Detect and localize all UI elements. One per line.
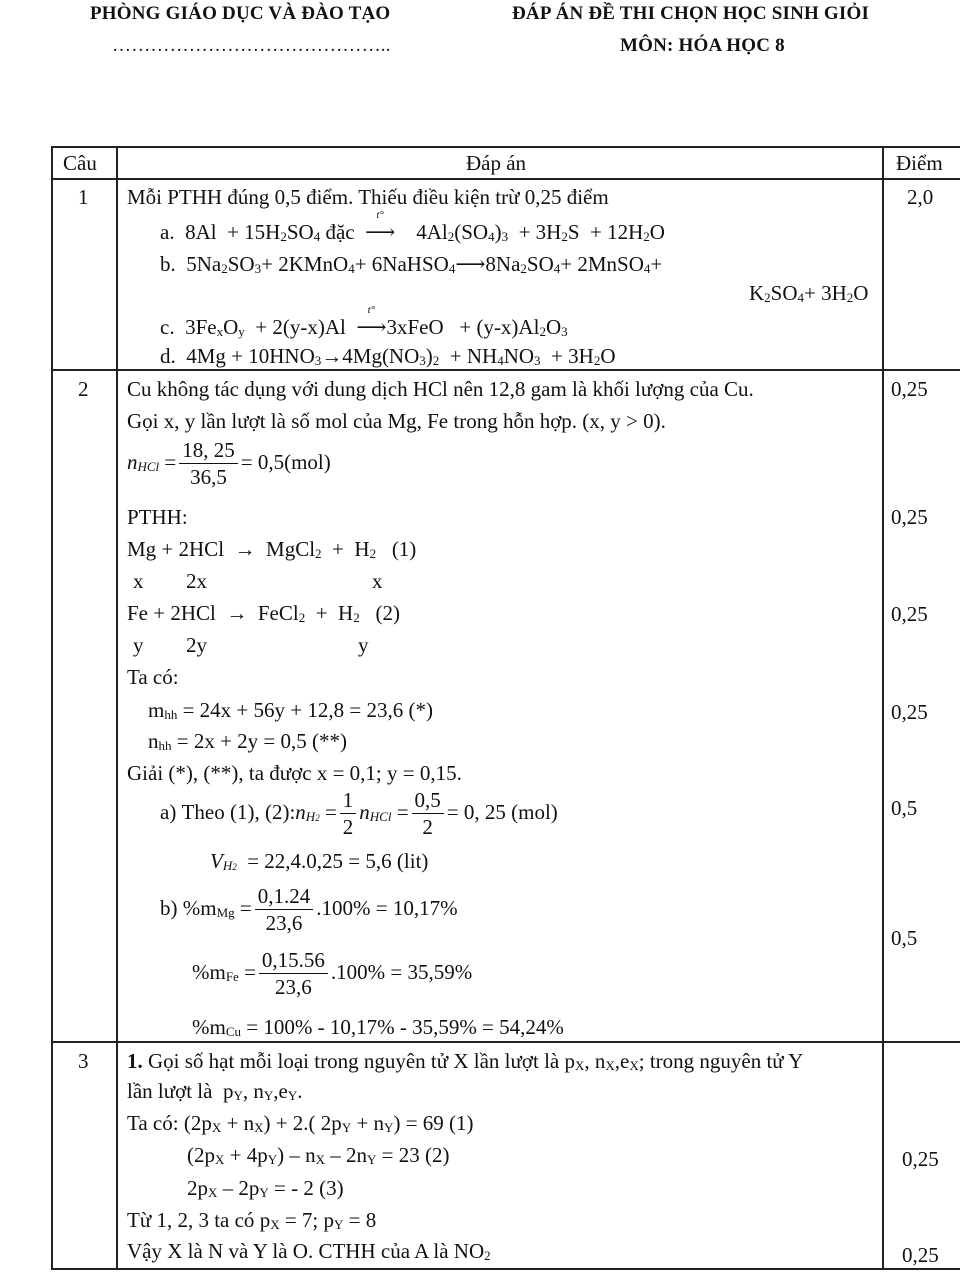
q1-eq-b: b. 5Na2SO3+ 2KMnO4+ 6NaHSO4⟶8Na2SO4+ 2MnSO4+ <box>160 252 663 276</box>
reaction-arrow-icon: t° ⟶ <box>365 209 396 244</box>
q2-fe-den: 23,6 <box>275 975 312 999</box>
q3-score-1: 0,25 <box>902 1147 939 1171</box>
q3-part-number: 1. <box>127 1049 143 1073</box>
q1-c-label: c. <box>160 315 175 339</box>
q3-score-2: 0,25 <box>902 1243 939 1267</box>
q2-ta-co: Ta có: <box>127 665 179 689</box>
q3-result: Từ 1, 2, 3 ta có pX = 7; pY = 8 <box>127 1208 377 1232</box>
q2-mol-y: y <box>133 633 144 657</box>
q2-mol-x: x <box>133 569 144 593</box>
q2-reaction-2: Fe + 2HCl → FeCl2 + H2 (2) <box>127 601 400 625</box>
exam-subject: MÔN: HÓA HỌC 8 <box>620 35 785 56</box>
q2-score-4: 0,25 <box>891 700 928 724</box>
temperature-label: t° <box>367 304 376 316</box>
table-border-left <box>51 146 53 1269</box>
q2-solve: Giải (*), (**), ta được x = 0,1; y = 0,15. <box>127 761 462 785</box>
q3-from-text: Từ 1, 2, 3 ta có <box>127 1208 255 1232</box>
q3-ta-co: Ta có: <box>127 1111 179 1135</box>
table-border-top <box>51 146 960 148</box>
q2-mg-num: 0,1.24 <box>255 886 314 910</box>
q2-a-text: Theo (1), (2): <box>181 799 296 824</box>
q3-line2: lần lượt là pY, nY,eY. <box>127 1079 303 1103</box>
q2-mg-result: .100% = 10,17% <box>316 895 458 920</box>
q1-eq-a: a. 8Al + 15H2SO4 đặc t° ⟶ 4Al2(SO4)3 + 3H2S + 12H2O <box>160 209 665 244</box>
header-score: Điểm <box>896 151 943 175</box>
q2-a-half-num: 1 <box>340 790 357 814</box>
q2-part-a: a) Theo (1), (2):nH2 = $\frac{1}{2}$ nHCl = $\frac{0,5}{2}$ = 0, 25 (mol) <box>160 788 558 839</box>
q3-line1-text: Gọi số hạt mỗi loại trong nguyên tử X lần lượt là <box>148 1049 560 1073</box>
q2-part-b-fe: %mFe = $\frac{0,15.56}{23,6}$ .100% = 35,59% <box>192 948 473 999</box>
q2-n-hcl: nHCl = $\frac{18, 25}{36,5}$ = 0,5(mol) <box>127 438 331 489</box>
col-divider-2 <box>882 146 884 1269</box>
q2-a-frac-den: 2 <box>422 815 433 839</box>
reaction-arrow-icon: → <box>234 537 256 561</box>
reaction-arrow-icon: → <box>226 601 248 625</box>
q2-part-b-mg: b) %mMg = $\frac{0,1.24}{23,6}$ .100% = 10,17% <box>160 884 458 935</box>
q3-conclusion-text: Vậy X là N và Y là O. CTHH của A là NO <box>127 1239 485 1263</box>
q2-a-label: a) <box>160 799 177 824</box>
table-border-bottom <box>51 1268 960 1270</box>
q2-mol-y-h2: y <box>358 633 369 657</box>
q3-eq1: Ta có: (2pX + nX) + 2.( 2pY + nY) = 69 (1) <box>127 1111 474 1135</box>
q3-line2-text: lần lượt là <box>127 1079 213 1103</box>
q1-eq-d: d. 4Mg + 10HNO3→4Mg(NO3)2 + NH4NO3 + 3H2O <box>160 344 616 368</box>
q2-fe-fraction <box>259 950 328 998</box>
q2-n-denominator: 36,5 <box>190 465 227 489</box>
q2-score-1: 0,25 <box>891 377 928 401</box>
q2-score-2: 0,25 <box>891 505 928 529</box>
q2-score-5: 0,5 <box>891 796 918 820</box>
q2-mol-value: = 2x + 2y = 0,5 (**) <box>176 729 348 753</box>
q3-eq3: 2pX – 2pY = - 2 (3) <box>187 1176 344 1200</box>
q2-b-label: b) <box>160 895 178 920</box>
q2-a-half <box>340 790 357 838</box>
q2-score-3: 0,25 <box>891 602 928 626</box>
q2-cu-result: = 100% - 10,17% - 35,59% = 54,24% <box>246 1015 564 1039</box>
q3-line1: 1. Gọi số hạt mỗi loại trong nguyên tử X lần lượt là pX, nX,eX; trong nguyên tử Y <box>127 1049 804 1073</box>
q2-pthh: PTHH: <box>127 505 188 529</box>
q2-a-result: = 0, 25 (mol) <box>446 799 558 824</box>
q3-eq3-end: = - 2 (3) <box>274 1176 344 1200</box>
q2-mol-2x: 2x <box>186 569 207 593</box>
q2-line2: Gọi x, y lần lượt là số mol của Mg, Fe trong hỗn hợp. (x, y > 0). <box>127 409 666 433</box>
reaction-arrow-icon: t° ⟶ <box>356 304 387 339</box>
q1-intro: Mỗi PTHH đúng 0,5 điểm. Thiếu điều kiện trừ 0,25 điểm <box>127 185 609 209</box>
temperature-label: t° <box>376 209 384 221</box>
q3-eq1-end: = 69 (1) <box>405 1111 474 1135</box>
q1-eq-b-cont: K2SO4+ 3H2O <box>749 281 869 305</box>
reaction-arrow-icon: ⟶ <box>455 252 486 276</box>
q2-a-half-den: 2 <box>342 815 354 839</box>
department-title: PHÒNG GIÁO DỤC VÀ ĐÀO TẠO <box>90 3 391 24</box>
q2-reaction-1: Mg + 2HCl → MgCl2 + H2 (1) <box>127 537 417 561</box>
q3-eq2: (2pX + 4pY) – nX – 2nY = 23 (2) <box>187 1143 450 1167</box>
row-divider-1 <box>51 369 960 371</box>
q1-score: 2,0 <box>907 185 934 209</box>
q2-mol-equation: nhh = 2x + 2y = 0,5 (**) <box>148 729 348 753</box>
q1-number: 1 <box>78 185 89 209</box>
q2-line1: Cu không tác dụng với dung dịch HCl nên 12,8 gam là khối lượng của Cu. <box>127 377 754 401</box>
header-question: Câu <box>63 151 97 175</box>
q1-b-label: b. <box>160 252 176 276</box>
q3-number: 3 <box>78 1049 89 1073</box>
q3-line1-end: ; trong nguyên tử Y <box>638 1049 804 1073</box>
q2-volume-value: = 22,4.0,25 = 5,6 (lit) <box>247 849 429 873</box>
q2-a-fraction <box>412 790 444 838</box>
q2-n-result: = 0,5(mol) <box>240 449 331 474</box>
header-answer: Đáp án <box>466 151 527 175</box>
q1-a-label: a. <box>160 220 175 244</box>
q2-score-6: 0,5 <box>891 926 918 950</box>
reaction-arrow-icon: → <box>321 344 343 368</box>
q1-d-label: d. <box>160 344 176 368</box>
q2-fe-result: .100% = 35,59% <box>330 959 473 984</box>
q2-mass-value: = 24x + 56y + 12,8 = 23,6 (*) <box>182 698 433 722</box>
table-header-divider <box>51 178 960 180</box>
q2-volume-h2: VH2 = 22,4.0,25 = 5,6 (lit) <box>210 849 429 873</box>
q2-mol-2y: 2y <box>186 633 207 657</box>
exam-title: ĐÁP ÁN ĐỀ THI CHỌN HỌC SINH GIỎI <box>512 3 870 24</box>
department-dots: …………………………………….. <box>112 35 391 56</box>
q2-a-frac-num: 0,5 <box>412 790 444 814</box>
q2-fe-num: 0,15.56 <box>259 950 328 974</box>
q3-eq2-end: = 23 (2) <box>381 1143 450 1167</box>
q2-n-fraction <box>179 440 238 488</box>
q3-conclusion: Vậy X là N và Y là O. CTHH của A là NO2 <box>127 1239 491 1263</box>
row-divider-2 <box>51 1041 960 1043</box>
q2-n-numerator: 18, 25 <box>179 440 238 464</box>
q2-mol-x-h2: x <box>372 569 383 593</box>
q2-mass-equation: mhh = 24x + 56y + 12,8 = 23,6 (*) <box>148 698 433 722</box>
q2-part-b-cu: %mCu = 100% - 10,17% - 35,59% = 54,24% <box>192 1015 564 1039</box>
col-divider-1 <box>116 146 118 1269</box>
q2-number: 2 <box>78 377 89 401</box>
q2-mg-den: 23,6 <box>265 911 303 935</box>
q2-mg-fraction <box>255 886 314 934</box>
q1-eq-c: c. 3FexOy + 2(y-x)Al t° ⟶3xFeO + (y-x)Al2O3 <box>160 304 568 339</box>
